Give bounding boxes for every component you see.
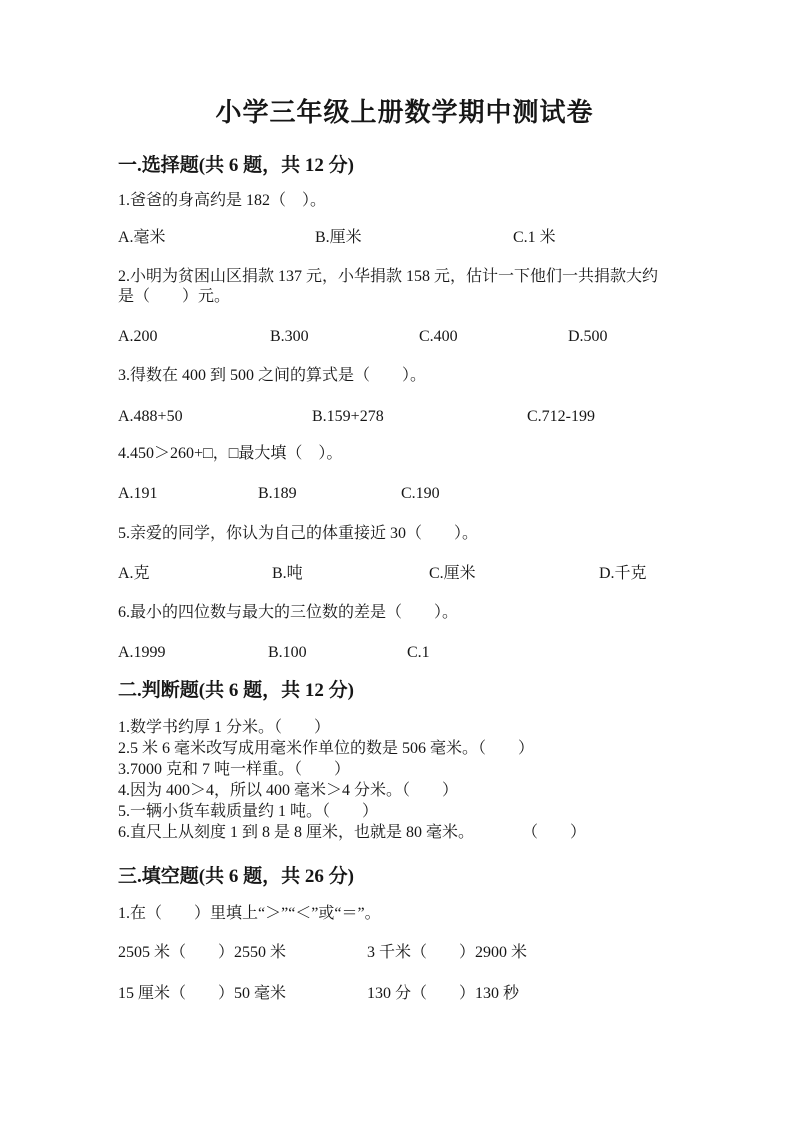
option-a: A.克 (118, 565, 150, 582)
choice-question-5-text: 5.亲爱的同学，你认为自己的体重接近 30（ ）。 (118, 525, 479, 542)
option-b: B.100 (268, 644, 307, 661)
option-a: A.毫米 (118, 229, 166, 246)
judge-question-2: 2.5 米 6 毫米改写成用毫米作单位的数是 506 毫米。（ ） (118, 740, 535, 757)
choice-question-3-text: 3.得数在 400 到 500 之间的算式是（ ）。 (118, 367, 427, 384)
judge-question-list (118, 717, 700, 843)
choice-question-3-options (118, 407, 700, 427)
option-a: A.191 (118, 485, 158, 502)
option-b: B.189 (258, 485, 297, 502)
judge-question-3: 3.7000 克和 7 吨一样重。（ ） (118, 761, 351, 778)
section-heading-choice: 一.选择题(共 6 题，共 12 分) (118, 155, 354, 176)
option-c: C.厘米 (429, 565, 476, 582)
option-c: C.190 (401, 485, 440, 502)
choice-question-6-text: 6.最小的四位数与最大的三位数的差是（ ）。 (118, 604, 459, 621)
fill-question-1-text: 1.在（ ）里填上“＞”“＜”或“＝”。 (118, 905, 381, 922)
judge-question-5: 5.一辆小货车载质量约 1 吨。（ ） (118, 803, 379, 820)
choice-question-4-options (118, 484, 700, 504)
choice-question-1-text: 1.爸爸的身高约是 182（ ）。 (118, 192, 327, 209)
judge-question-4: 4.因为 400＞4，所以 400 毫米＞4 分米。（ ） (118, 782, 459, 799)
option-d: D.千克 (599, 565, 647, 582)
section-heading-fill: 三.填空题(共 6 题，共 26 分) (118, 866, 354, 887)
fill-blank-item: 2505 米（ ）2550 米 (118, 944, 287, 961)
choice-question-2-options (118, 327, 700, 347)
fill-blank-row-2 (118, 984, 700, 1004)
choice-question-1-options (118, 228, 700, 248)
page-title: 小学三年级上册数学期中测试卷 (215, 98, 594, 127)
fill-blank-item: 3 千米（ ）2900 米 (367, 944, 528, 961)
option-b: B.厘米 (315, 229, 362, 246)
option-b: B.吨 (272, 565, 303, 582)
choice-question-5-options (118, 564, 700, 584)
option-c: C.1 米 (513, 229, 556, 246)
choice-question-4-text: 4.450＞260+□，□最大填（ ）。 (118, 445, 343, 462)
section-heading-judge: 二.判断题(共 6 题，共 12 分) (118, 680, 354, 701)
judge-question-1: 1.数学书约厚 1 分米。（ ） (118, 719, 331, 736)
choice-question-6-options (118, 643, 700, 663)
option-a: A.1999 (118, 644, 166, 661)
option-a: A.200 (118, 328, 158, 345)
option-b: B.159+278 (312, 408, 384, 425)
option-c: C.712-199 (527, 408, 595, 425)
choice-question-2-text-line1: 2.小明为贫困山区捐款 137 元，小华捐款 158 元，估计一下他们一共捐款大约 (118, 268, 659, 285)
fill-blank-item: 15 厘米（ ）50 毫米 (118, 985, 287, 1002)
fill-blank-row-1 (118, 943, 700, 963)
choice-question-2-text-line2: 是（ ）元。 (118, 288, 231, 305)
fill-blank-item: 130 分（ ）130 秒 (367, 985, 520, 1002)
option-a: A.488+50 (118, 408, 183, 425)
option-c: C.400 (419, 328, 458, 345)
option-d: D.500 (568, 328, 608, 345)
option-b: B.300 (270, 328, 309, 345)
judge-question-6: 6.直尺上从刻度 1 到 8 是 8 厘米，也就是 80 毫米。 （ ） (118, 824, 587, 841)
option-c: C.1 (407, 644, 430, 661)
